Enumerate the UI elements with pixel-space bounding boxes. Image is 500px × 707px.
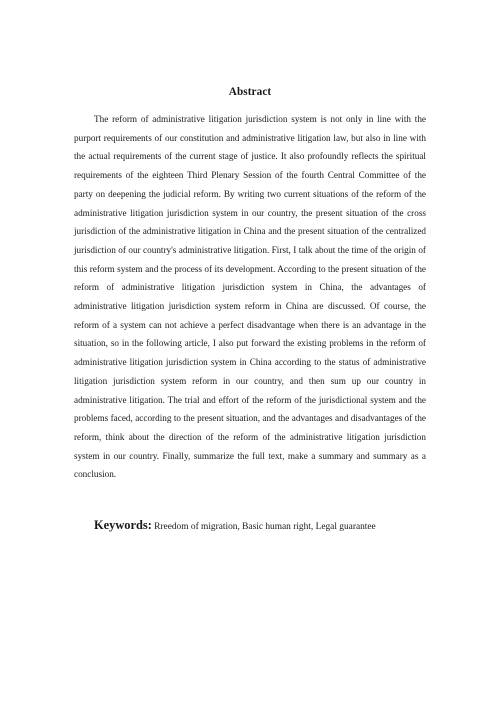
abstract-title: Abstract (228, 86, 272, 98)
abstract-body: The reform of administrative litigation jurisdiction system is not only in line with the purport requirements of our constitution and administrative litigation law, but also in line with the actual requirements of the current stage of justice. It also profoundly reflects the spiritual requirements of the eighteen Third Plenary Session of the fourth Central Committee of the party on deepening the judicial reform. By writing two current situations of the reform of the administrative litigation jurisdiction system in our country, the present situation of the cross jurisdiction of the administrative litigation in China and the present situation of the centralized jurisdiction of our country's administrative litigation. First, I talk about the time of the origin of this reform system and the process of its development. According to the present situation of the reform of administrative litigation jurisdiction system in China, the advantages of administrative litigation jurisdiction system reform in China are discussed. Of course, the reform of a system can not achieve a perfect disadvantage when there is an advantage in the situation, so in the following article, I also put forward the existing problems in the reform of administrative litigation jurisdiction system in China according to the status of administrative litigation jurisdiction system reform in our country, and then sum up our country in administrative litigation. The trial and effort of the reform of the jurisdictional system and the problems faced, according to the present situation, and the advantages and disadvantages of the reform, think about the direction of the reform of the administrative litigation jurisdiction system in our country. Finally, summarize the full text, make a summary and summary as a conclusion. (74, 114, 426, 480)
keywords-label: Keywords: (94, 518, 152, 532)
keywords-line (94, 518, 434, 533)
keywords-value: Rreedom of migration, Basic human right, Legal guarantee (154, 522, 376, 532)
